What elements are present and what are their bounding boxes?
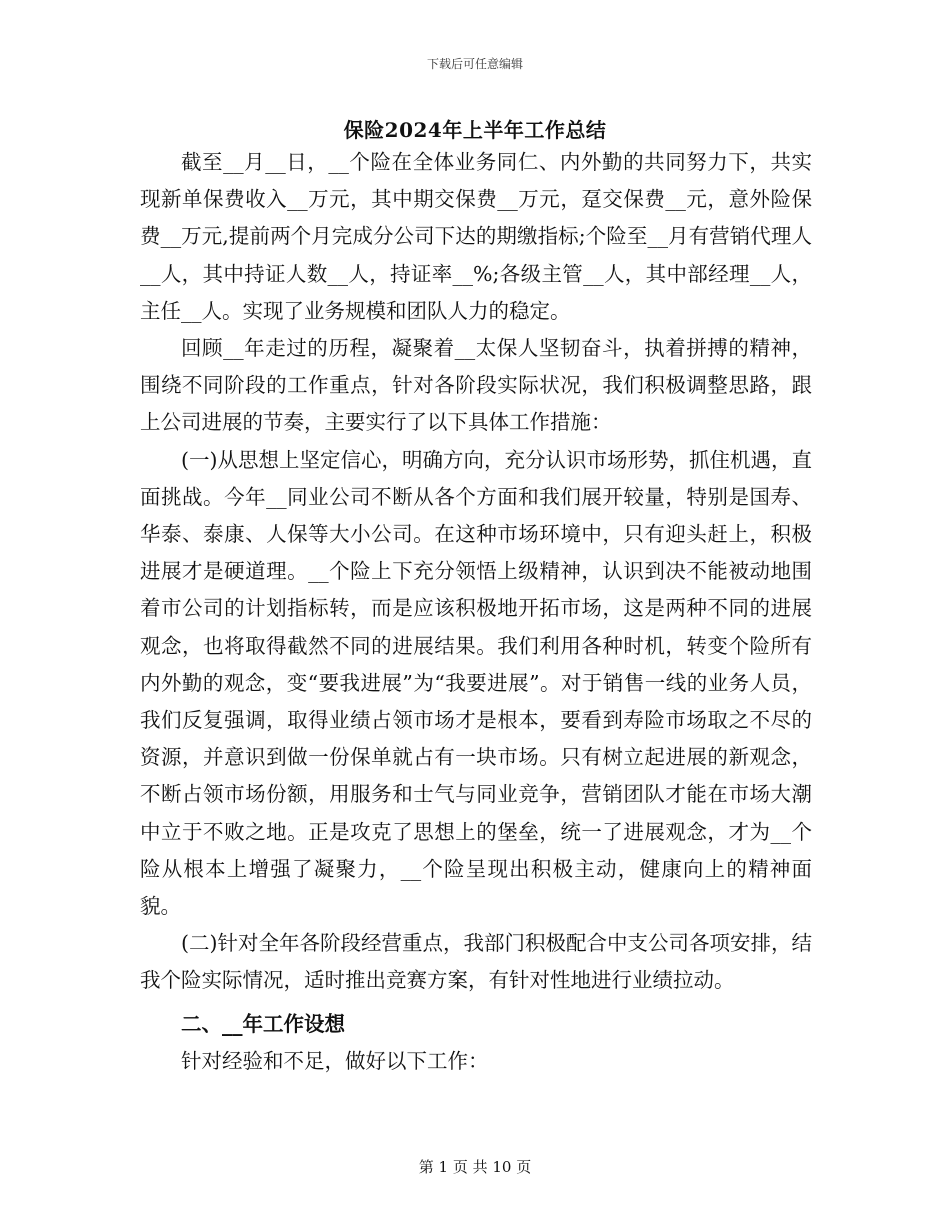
section-heading: 二、__年工作设想 [181,1011,345,1036]
paragraph-closing: 针对经验和不足，做好以下工作： [181,1048,489,1073]
paragraph-measure-one: (一)从思想上坚定信心，明确方向，充分认识市场形势，抓住机遇，直面挑战。今年__同业公司不断从各个方面和我们展开较量，特别是国寿、华泰、泰康、人保等大小公司。在这种市场环境中，只有迎头赶上，积极进展才是硬道理。__个险上下充分领悟上级精神，认识到决不能被动地围着市公司的计划指标转，而是应该积极地开拓市场，这是两种不同的进展观念，也将取得截然不同的进展结果。我们利用各种时机，转变个险所有内外勤的观念，变“要我进展”为“我要进展”。对于销售一线的业务人员，我们反复强调，取得业绩占领市场才是根本，要看到寿险市场取之不尽的资源，并意识到做一份保单就占有一块市场。只有树立起进展的新观念，不断占领市场份额，用服务和士气与同业竞争，营销团队才能在市场大潮中立于不败之地。正是攻克了思想上的堡垒，统一了进展观念，才为__个险从根本上增强了凝聚力，__个险呈现出积极主动，健康向上的精神面貌。 [140,447,812,919]
document-title: 保险2024年上半年工作总结 [343,118,607,142]
header-note: 下载后可任意编辑 [426,57,523,71]
document-body [140,144,812,1080]
paragraph-summary: 截至__月__日，__个险在全体业务同仁、内外勤的共同努力下，共实现新单保费收入__万元，其中期交保费__万元，趸交保费__元，意外险保费__万元,提前两个月完成分公司下达的期缴指标;个险至__月有营销代理人__人，其中持证人数__人，持证率__%;各级主管__人，其中部经理__人，主任__人。实现了业务规模和团队人力的稳定。 [140,150,812,323]
paragraph-review: 回顾__年走过的历程，凝聚着__太保人坚韧奋斗，执着拼搏的精神，围绕不同阶段的工作重点，针对各阶段实际状况，我们积极调整思路，跟上公司进展的节奏，主要实行了以下具体工作措施： [140,336,812,435]
page-number: 第 1 页 共 10 页 [418,1158,532,1176]
paragraph-measure-two: (二)针对全年各阶段经营重点，我部门积极配合中支公司各项安排，结我个险实际情况，适时推出竞赛方案，有针对性地进行业绩拉动。 [140,931,812,993]
